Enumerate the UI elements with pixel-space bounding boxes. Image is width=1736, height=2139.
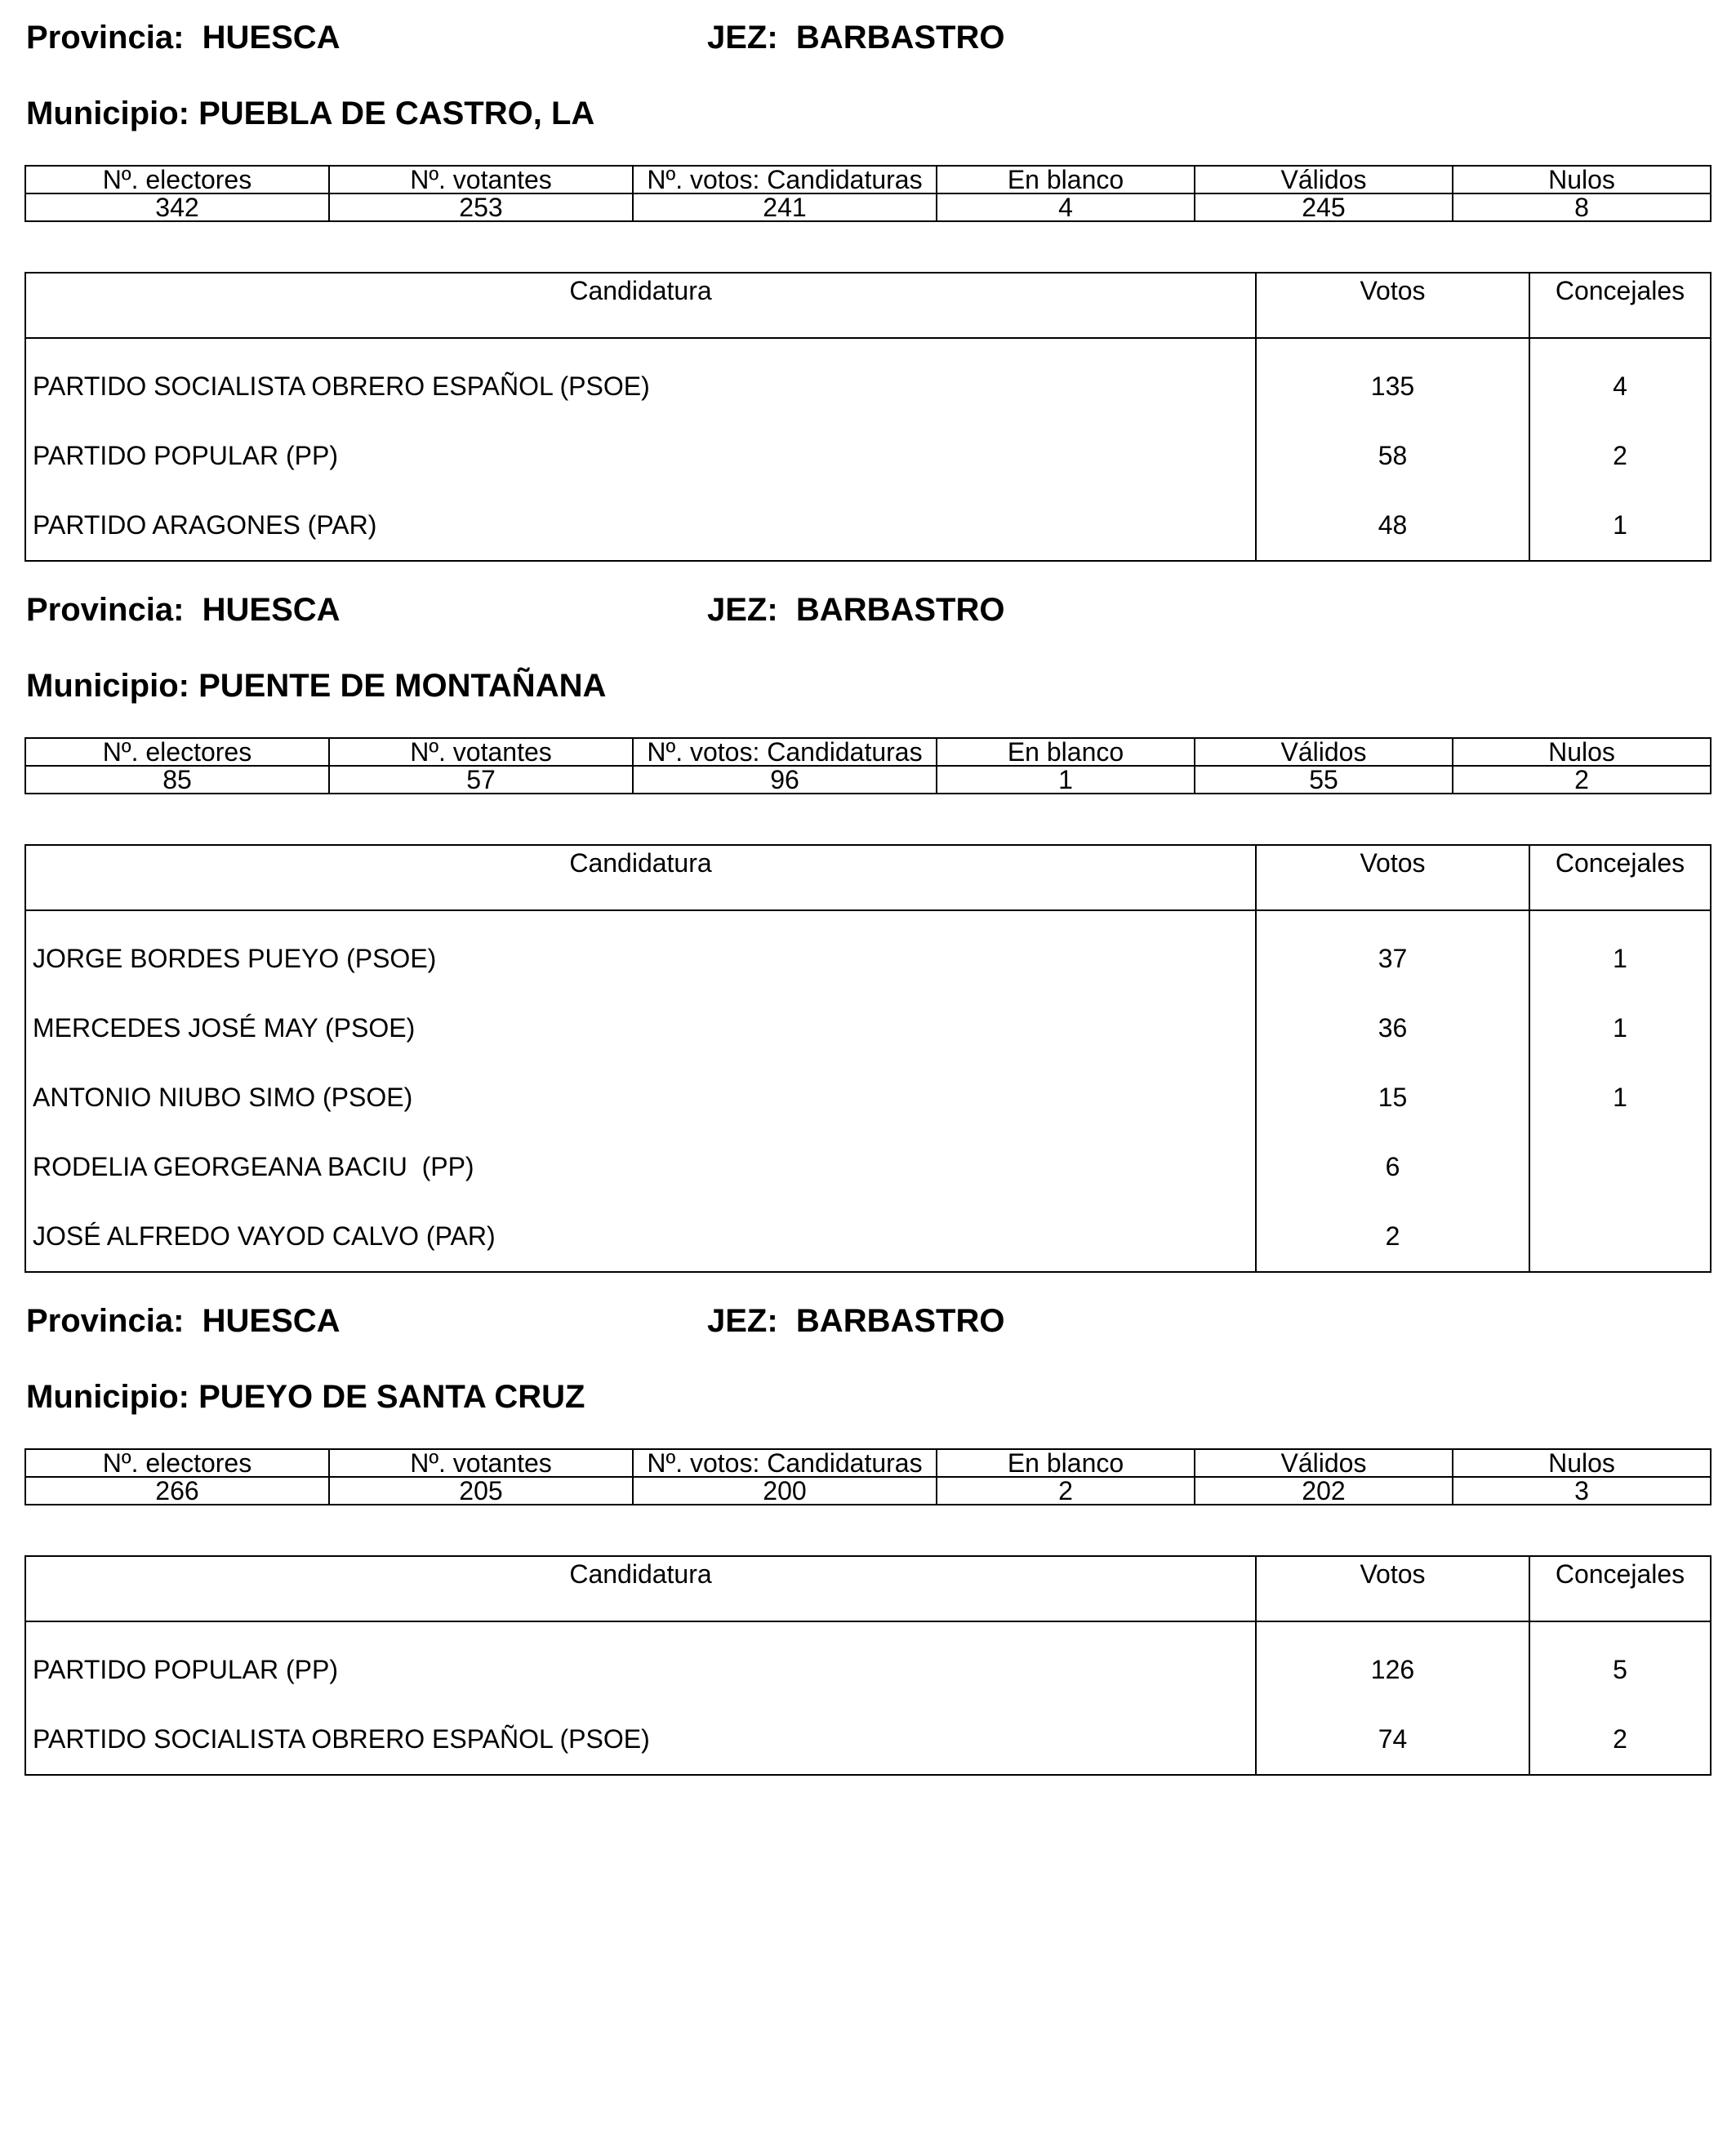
- candidature-votos: 48: [1256, 491, 1529, 561]
- jez-label: JEZ: BARBASTRO: [707, 1303, 1005, 1339]
- header-votos: Votos: [1256, 1556, 1529, 1621]
- summary-value-row: [25, 1477, 1711, 1505]
- section-puebla-de-castro: [24, 16, 1710, 540]
- candidature-name: JORGE BORDES PUEYO (PSOE): [25, 910, 1256, 994]
- summary-header-row: [25, 738, 1711, 766]
- header-votos: Votos: [1256, 273, 1529, 338]
- candidatures-header-row: [25, 273, 1711, 338]
- jez-label: JEZ: BARBASTRO: [707, 20, 1005, 56]
- candidatures-table: [24, 1555, 1712, 1776]
- summary-value-row: [25, 766, 1711, 794]
- candidatures-header-row: [25, 845, 1711, 910]
- header-en-blanco: En blanco: [937, 1449, 1195, 1477]
- candidature-row: [25, 1705, 1711, 1775]
- header-votos-candidaturas: Nº. votos: Candidaturas: [633, 166, 937, 193]
- jez-value: BARBASTRO: [795, 592, 1005, 628]
- header-votantes: Nº. votantes: [329, 738, 633, 766]
- candidature-votos: 6: [1256, 1132, 1529, 1202]
- header-en-blanco: En blanco: [937, 166, 1195, 193]
- candidature-row: [25, 421, 1711, 491]
- jez-label: JEZ: BARBASTRO: [707, 592, 1005, 628]
- candidature-name: PARTIDO POPULAR (PP): [25, 1621, 1256, 1705]
- candidature-name: PARTIDO POPULAR (PP): [25, 421, 1256, 491]
- value-nulos: 8: [1453, 193, 1711, 221]
- value-votos-candidaturas: 241: [633, 193, 937, 221]
- jez-value: BARBASTRO: [795, 20, 1005, 56]
- section-pueyo-de-santa-cruz: [24, 1300, 1710, 1754]
- candidature-name: MERCEDES JOSÉ MAY (PSOE): [25, 994, 1256, 1063]
- candidature-row: [25, 910, 1711, 994]
- value-votantes: 253: [329, 193, 633, 221]
- municipio-value: PUEBLA DE CASTRO, LA: [198, 96, 595, 131]
- province-line: [24, 589, 1710, 631]
- header-candidatura: Candidatura: [25, 845, 1256, 910]
- candidature-votos: 135: [1256, 338, 1529, 421]
- header-nulos: Nulos: [1453, 738, 1711, 766]
- provincia-value: HUESCA: [202, 592, 341, 628]
- header-nulos: Nulos: [1453, 1449, 1711, 1477]
- candidature-row: [25, 1132, 1711, 1202]
- header-electores: Nº. electores: [25, 166, 329, 193]
- header-votos-candidaturas: Nº. votos: Candidaturas: [633, 1449, 937, 1477]
- summary-table: [24, 737, 1712, 794]
- candidature-concejales: 2: [1529, 421, 1711, 491]
- provincia-value: HUESCA: [202, 20, 341, 56]
- candidature-row: [25, 1621, 1711, 1705]
- value-en-blanco: 2: [937, 1477, 1195, 1505]
- candidature-concejales: [1529, 1132, 1711, 1202]
- municipio-value: PUENTE DE MONTAÑANA: [198, 668, 607, 704]
- header-concejales: Concejales: [1529, 845, 1711, 910]
- header-concejales: Concejales: [1529, 1556, 1711, 1621]
- summary-header-row: [25, 1449, 1711, 1477]
- municipio-title: Municipio: PUEYO DE SANTA CRUZ: [26, 1379, 585, 1415]
- candidature-votos: 126: [1256, 1621, 1529, 1705]
- header-nulos: Nulos: [1453, 166, 1711, 193]
- candidature-concejales: 4: [1529, 338, 1711, 421]
- candidature-concejales: 1: [1529, 994, 1711, 1063]
- candidature-concejales: 5: [1529, 1621, 1711, 1705]
- value-votantes: 57: [329, 766, 633, 794]
- candidatures-table: [24, 844, 1712, 1273]
- header-validos: Válidos: [1195, 1449, 1453, 1477]
- summary-header-row: [25, 166, 1711, 193]
- candidature-votos: 36: [1256, 994, 1529, 1063]
- value-votos-candidaturas: 200: [633, 1477, 937, 1505]
- candidature-concejales: [1529, 1202, 1711, 1272]
- section-puente-de-montanana: [24, 589, 1710, 1251]
- value-nulos: 2: [1453, 766, 1711, 794]
- candidature-concejales: 1: [1529, 910, 1711, 994]
- value-validos: 202: [1195, 1477, 1453, 1505]
- provincia-value: HUESCA: [202, 1303, 341, 1339]
- candidature-name: ANTONIO NIUBO SIMO (PSOE): [25, 1063, 1256, 1132]
- candidatures-header-row: [25, 1556, 1711, 1621]
- provincia-label: Provincia: HUESCA: [26, 592, 341, 628]
- summary-table: [24, 1448, 1712, 1505]
- candidature-row: [25, 491, 1711, 561]
- header-validos: Válidos: [1195, 166, 1453, 193]
- value-validos: 245: [1195, 193, 1453, 221]
- value-electores: 266: [25, 1477, 329, 1505]
- candidature-votos: 15: [1256, 1063, 1529, 1132]
- candidature-concejales: 1: [1529, 1063, 1711, 1132]
- provincia-label: Provincia: HUESCA: [26, 20, 341, 56]
- value-votos-candidaturas: 96: [633, 766, 937, 794]
- value-electores: 342: [25, 193, 329, 221]
- candidature-votos: 2: [1256, 1202, 1529, 1272]
- header-votantes: Nº. votantes: [329, 166, 633, 193]
- municipio-value: PUEYO DE SANTA CRUZ: [198, 1379, 585, 1415]
- header-electores: Nº. electores: [25, 738, 329, 766]
- candidature-concejales: 1: [1529, 491, 1711, 561]
- candidature-row: [25, 1202, 1711, 1272]
- header-candidatura: Candidatura: [25, 1556, 1256, 1621]
- candidature-votos: 58: [1256, 421, 1529, 491]
- header-concejales: Concejales: [1529, 273, 1711, 338]
- candidature-concejales: 2: [1529, 1705, 1711, 1775]
- value-validos: 55: [1195, 766, 1453, 794]
- value-en-blanco: 4: [937, 193, 1195, 221]
- header-electores: Nº. electores: [25, 1449, 329, 1477]
- jez-value: BARBASTRO: [795, 1303, 1005, 1339]
- candidature-name: PARTIDO ARAGONES (PAR): [25, 491, 1256, 561]
- provincia-label: Provincia: HUESCA: [26, 1303, 341, 1339]
- value-electores: 85: [25, 766, 329, 794]
- summary-table: [24, 165, 1712, 222]
- candidature-row: [25, 994, 1711, 1063]
- province-line: [24, 1300, 1710, 1342]
- header-votos: Votos: [1256, 845, 1529, 910]
- candidature-name: RODELIA GEORGEANA BACIU (PP): [25, 1132, 1256, 1202]
- candidature-name: PARTIDO SOCIALISTA OBRERO ESPAÑOL (PSOE): [25, 1705, 1256, 1775]
- header-votantes: Nº. votantes: [329, 1449, 633, 1477]
- candidature-name: PARTIDO SOCIALISTA OBRERO ESPAÑOL (PSOE): [25, 338, 1256, 421]
- summary-value-row: [25, 193, 1711, 221]
- header-candidatura: Candidatura: [25, 273, 1256, 338]
- candidature-votos: 37: [1256, 910, 1529, 994]
- municipio-title: Municipio: PUEBLA DE CASTRO, LA: [26, 96, 595, 131]
- header-validos: Válidos: [1195, 738, 1453, 766]
- candidature-row: [25, 338, 1711, 421]
- candidatures-table: [24, 272, 1712, 562]
- value-nulos: 3: [1453, 1477, 1711, 1505]
- value-en-blanco: 1: [937, 766, 1195, 794]
- municipio-title: Municipio: PUENTE DE MONTAÑANA: [26, 668, 607, 704]
- value-votantes: 205: [329, 1477, 633, 1505]
- candidature-row: [25, 1063, 1711, 1132]
- candidature-votos: 74: [1256, 1705, 1529, 1775]
- candidature-name: JOSÉ ALFREDO VAYOD CALVO (PAR): [25, 1202, 1256, 1272]
- header-en-blanco: En blanco: [937, 738, 1195, 766]
- province-line: [24, 16, 1710, 59]
- header-votos-candidaturas: Nº. votos: Candidaturas: [633, 738, 937, 766]
